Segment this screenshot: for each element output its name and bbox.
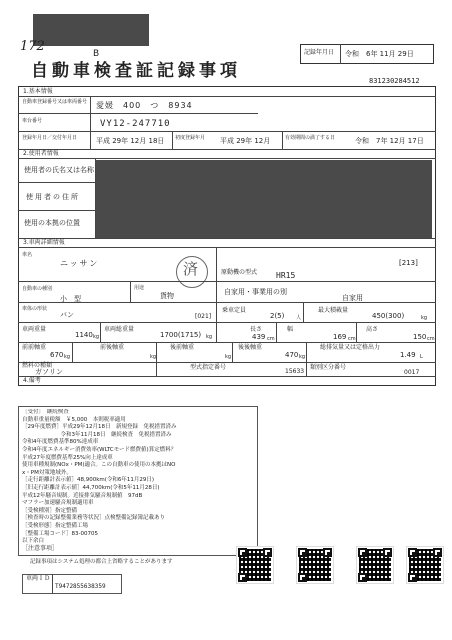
height-label: 高さ <box>366 326 379 333</box>
rr-axle-label: 後後軸重 <box>238 344 263 351</box>
make-value: ニッサン <box>60 259 100 268</box>
max-load-label: 最大積載量 <box>318 307 349 314</box>
width-value: 169 <box>333 333 347 341</box>
ff-axle-unit: kg <box>64 354 71 360</box>
expiry-value: 令和 7年 12月 17日 <box>355 137 424 145</box>
base-location-label: 使用の本拠の位置 <box>24 219 80 227</box>
remarks-line: 令和4年度燃費基準80%達成車 <box>22 439 99 446</box>
weight-unit: kg <box>93 334 100 340</box>
ff-axle-value: 670 <box>50 351 64 359</box>
first-reg-label: 登録年月日／交付年月日 <box>22 135 78 141</box>
redacted-user-info <box>96 160 432 238</box>
gross-unit: kg <box>206 334 213 340</box>
category-label: 類別区分番号 <box>310 364 347 371</box>
category-value: 0017 <box>404 369 420 376</box>
ff-axle-label: 前前軸重 <box>22 344 47 351</box>
capacity-value: 2(5) <box>270 312 285 320</box>
length-value: 439 <box>252 333 266 341</box>
remarks-line: ［走行距離計表示値］48,900km(令和6年11月29日) <box>22 477 155 484</box>
remarks-line: ［受検種別］指定整備 <box>22 507 78 514</box>
make-label: 車名 <box>22 252 33 258</box>
remarks-line: ［検査時の記録整備業務等状況］点検整備記録簿記載あり <box>22 515 166 522</box>
remarks-line: 使用車種規制(NOx・PM)適合。この自動車の使用の本拠はNO <box>22 462 176 469</box>
model-value: 15633 <box>285 368 305 375</box>
chassis-label: 車台番号 <box>22 118 43 124</box>
displacement-label: 総排気量又は定格出力 <box>320 344 381 351</box>
capacity-unit: 人 <box>296 315 302 321</box>
fuel-value: ガソリン <box>35 368 63 376</box>
section-basic-title: 1.基本情報 <box>23 88 53 95</box>
first-year-value: 平成 29年 12月 <box>220 137 271 145</box>
remarks-line: ［受付］ 継続検査 <box>22 409 69 415</box>
document-number: 831230284512 <box>369 77 420 85</box>
form-code: B <box>93 49 100 59</box>
height-unit: cm <box>427 336 435 342</box>
fr-axle-label: 前後軸重 <box>100 344 125 351</box>
rr-axle-unit: kg <box>299 354 306 360</box>
use-label: 用途 <box>134 285 145 291</box>
height-value: 150 <box>413 333 427 341</box>
remarks-line: x・PM対策地域外。 <box>22 469 72 476</box>
section-vehicle-title: 3.車両詳細情報 <box>23 239 65 246</box>
max-load-value: 450(300) <box>372 312 405 320</box>
reg-label: 自動車登録番号又は車両番号 <box>22 99 88 105</box>
rr-axle-value: 470 <box>285 351 299 359</box>
remarks-line: ［受検形態］指定整備工場 <box>22 522 89 529</box>
body-code: [021] <box>195 313 212 320</box>
vehicle-id-label: 車両ＩＤ <box>26 575 51 582</box>
width-unit: cm <box>348 336 356 342</box>
first-reg-value: 平成 29年 12月 18日 <box>96 137 165 145</box>
rf-axle-label: 後前軸重 <box>170 344 195 351</box>
qr-code-1 <box>236 546 274 584</box>
length-label: 長さ <box>250 326 263 333</box>
type-value: 小 型 <box>60 295 81 303</box>
class-value: 自家用 <box>342 294 363 302</box>
user-name-label: 使用者の氏名又は名称 <box>24 166 94 174</box>
engine-value: HR15 <box>276 271 296 280</box>
capacity-label: 乗車定員 <box>222 307 247 314</box>
stamp-label: 済 <box>183 260 199 278</box>
remarks-line: 自動車重量税額 ￥5,000 本則税率適用 <box>22 416 126 423</box>
record-date-value: 令和 6年 11月 29日 <box>345 50 414 58</box>
body-value: バン <box>60 311 74 319</box>
remarks-list <box>22 409 258 546</box>
remarks-line: 以下余白 <box>22 538 45 545</box>
first-year-label: 初度登録年月 <box>175 135 206 141</box>
expiry-label: 有効期間の満了する日 <box>285 135 336 141</box>
section-user-title: 2.使用者情報 <box>23 150 59 157</box>
fuel-label: 燃料の種類 <box>22 362 53 369</box>
displacement-unit: L <box>420 354 423 360</box>
redacted-header <box>33 14 149 46</box>
vehicle-id-value: T9472855638359 <box>55 583 106 590</box>
notice-text: 記録事項はシステム処理の都合上省略することがあります <box>30 559 173 565</box>
remarks-line: 令和3年11月18日 継続検査 免税措置済み <box>22 431 172 438</box>
use-value: 貨物 <box>160 292 174 300</box>
make-code: [213] <box>399 259 418 267</box>
weight-value: 1140 <box>75 331 93 339</box>
engine-label: 原動機の型式 <box>221 269 258 276</box>
remarks-line: ［旧走行距離計表示値］44,700km(令和5年11月28日) <box>22 484 160 491</box>
remarks-line: マフラー加速騒音規制適用車 <box>22 500 94 507</box>
type-label: 自動車の種別 <box>22 286 53 292</box>
user-address-label: 使用者の住所 <box>26 193 80 201</box>
class-label: 自家用・事業用の別 <box>224 288 287 296</box>
displacement-value: 1.49 <box>400 351 416 359</box>
section-remarks-title: 4.備考 <box>23 377 41 384</box>
remarks-line: ［整備工場コード］83-00705 <box>22 530 98 537</box>
remarks-line: 平成12年騒音規制。近接排気騒音規制値 97dB <box>22 492 143 499</box>
chassis-value: VY12-247710 <box>100 119 171 129</box>
notice-title: ［注意事項］ <box>22 545 59 552</box>
rf-axle-unit: kg <box>225 354 232 360</box>
remarks-line: 平成27年度燃費基準25%向上達成車 <box>22 454 113 461</box>
reg-value: 愛媛 400 つ 8934 <box>96 101 193 110</box>
remarks-line: ［29年度燃費］平成29年12月18日 新規登録 免税措置済み <box>22 424 177 431</box>
document-title: 自動車検査証記録事項 <box>31 61 241 81</box>
qr-code-3 <box>356 546 394 584</box>
qr-code-4 <box>406 546 444 584</box>
body-label: 車体の形状 <box>22 306 48 312</box>
model-label: 型式指定番号 <box>190 364 227 371</box>
gross-label: 車両総重量 <box>104 326 135 333</box>
weight-label: 車両重量 <box>22 326 47 333</box>
max-load-unit: kg <box>421 315 428 321</box>
remarks-line: 令和4年度エネルギー消費効率(WLTCモード燃費値)算定燃料？ <box>22 446 177 453</box>
record-date-label: 記録年月日 <box>304 49 335 56</box>
width-label: 幅 <box>287 326 294 333</box>
length-unit: cm <box>267 336 275 342</box>
handwritten-number: 172 <box>20 39 45 54</box>
gross-value: 1700(1715) <box>160 331 202 339</box>
fr-axle-unit: kg <box>150 354 157 360</box>
qr-code-2 <box>296 546 334 584</box>
